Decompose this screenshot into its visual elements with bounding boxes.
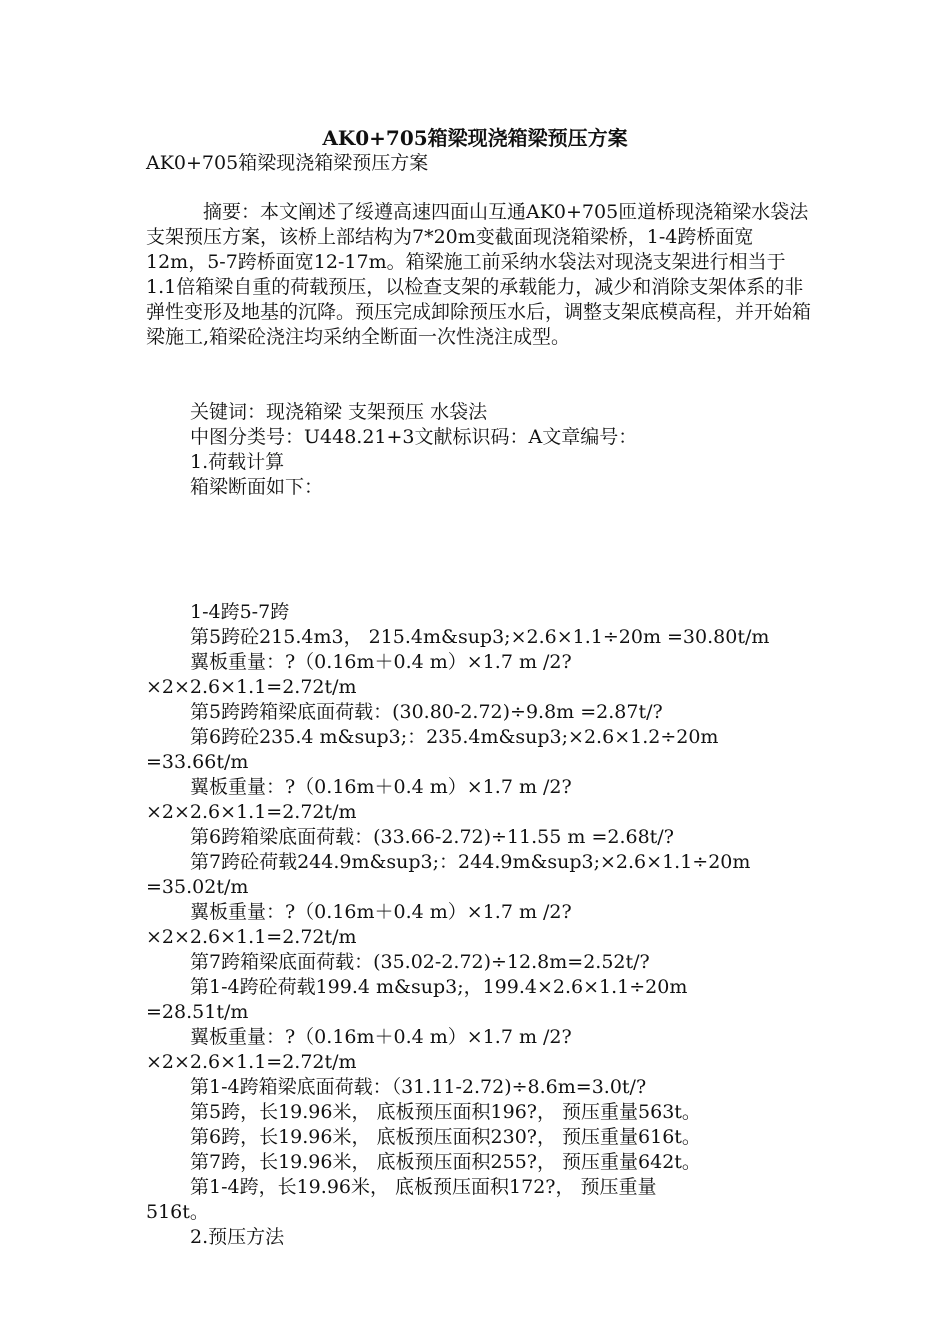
- text-line: 第6跨箱梁底面荷载：(33.66-2.72)÷11.55 m =2.68t/?: [190, 826, 674, 848]
- text-line: 翼板重量：?（0.16m＋0.4 m）×1.7 m /2?: [190, 1026, 572, 1048]
- abstract-paragraph: 摘要：本文阐述了绥遵高速四面山互通AK0+705匝道桥现浇箱梁水袋法支架预压方案，该桥上部结构为7*20m变截面现浇箱梁桥，1-4跨桥面宽12m，5-7跨桥面宽12-17m。箱梁施工前采纳水袋法对现浇支架进行相当于1.1倍箱梁自重的荷载预压，以检查支架的承载能力，减少和消除支架体系的非弹性变形及地基的沉降。预压完成卸除预压水后，调整支架底模高程，并开始箱梁施工,箱梁砼浇注均采纳全断面一次性浇注成型。: [146, 201, 812, 348]
- text-line: 第7跨箱梁底面荷载：(35.02-2.72)÷12.8m=2.52t/?: [190, 951, 650, 973]
- keywords-line: 关键词：现浇箱梁 支架预压 水袋法: [190, 401, 488, 423]
- text-line: 翼板重量：?（0.16m＋0.4 m）×1.7 m /2?: [190, 901, 572, 923]
- spans-header: 1-4跨5-7跨: [190, 601, 290, 623]
- section-intro: 箱梁断面如下：: [190, 476, 324, 498]
- text-line: 第1-4跨砼荷载199.4 m&sup3;，199.4×2.6×1.1÷20m: [190, 976, 688, 998]
- text-line: 翼板重量：?（0.16m＋0.4 m）×1.7 m /2?: [190, 776, 572, 798]
- text-line: ×2×2.6×1.1=2.72t/m: [146, 1051, 357, 1073]
- document-title: AK0+705箱梁现浇箱梁预压方案: [322, 126, 628, 150]
- text-line: 第6跨，长19.96米， 底板预压面积230?， 预压重量616t。: [190, 1126, 701, 1148]
- text-line: 第1-4跨箱梁底面荷载：（31.11-2.72)÷8.6m=3.0t/?: [190, 1076, 647, 1098]
- text-line: ×2×2.6×1.1=2.72t/m: [146, 676, 357, 698]
- section-heading-2: 2.预压方法: [190, 1226, 285, 1248]
- text-line: ×2×2.6×1.1=2.72t/m: [146, 926, 357, 948]
- text-line: 第7跨，长19.96米， 底板预压面积255?， 预压重量642t。: [190, 1151, 701, 1173]
- text-line: 第1-4跨，长19.96米， 底板预压面积172?， 预压重量: [190, 1176, 657, 1198]
- text-line: 第6跨砼235.4 m&sup3;：235.4m&sup3;×2.6×1.2÷20m: [190, 726, 719, 748]
- text-line: 第5跨砼215.4m3， 215.4m&sup3;×2.6×1.1÷20m =30.80t/m: [190, 626, 770, 648]
- text-line: 翼板重量：?（0.16m＋0.4 m）×1.7 m /2?: [190, 651, 572, 673]
- figure-placeholder: [146, 500, 826, 600]
- text-line: 第7跨砼荷载244.9m&sup3;：244.9m&sup3;×2.6×1.1÷20m: [190, 851, 751, 873]
- text-line: 第5跨跨箱梁底面荷载：(30.80-2.72)÷9.8m =2.87t/?: [190, 701, 663, 723]
- classification-line: 中图分类号：U448.21+3文献标识码：A文章编号：: [190, 426, 638, 448]
- body-text: [146, 400, 826, 1250]
- document-subtitle: AK0+705箱梁现浇箱梁预压方案: [146, 152, 429, 174]
- section-heading-1: 1.荷载计算: [190, 451, 285, 473]
- text-line: =33.66t/m: [146, 751, 249, 773]
- text-line: 516t。: [146, 1201, 209, 1223]
- text-line: ×2×2.6×1.1=2.72t/m: [146, 801, 357, 823]
- text-line: =28.51t/m: [146, 1001, 249, 1023]
- text-line: 第5跨，长19.96米， 底板预压面积196?， 预压重量563t。: [190, 1101, 701, 1123]
- text-line: =35.02t/m: [146, 876, 249, 898]
